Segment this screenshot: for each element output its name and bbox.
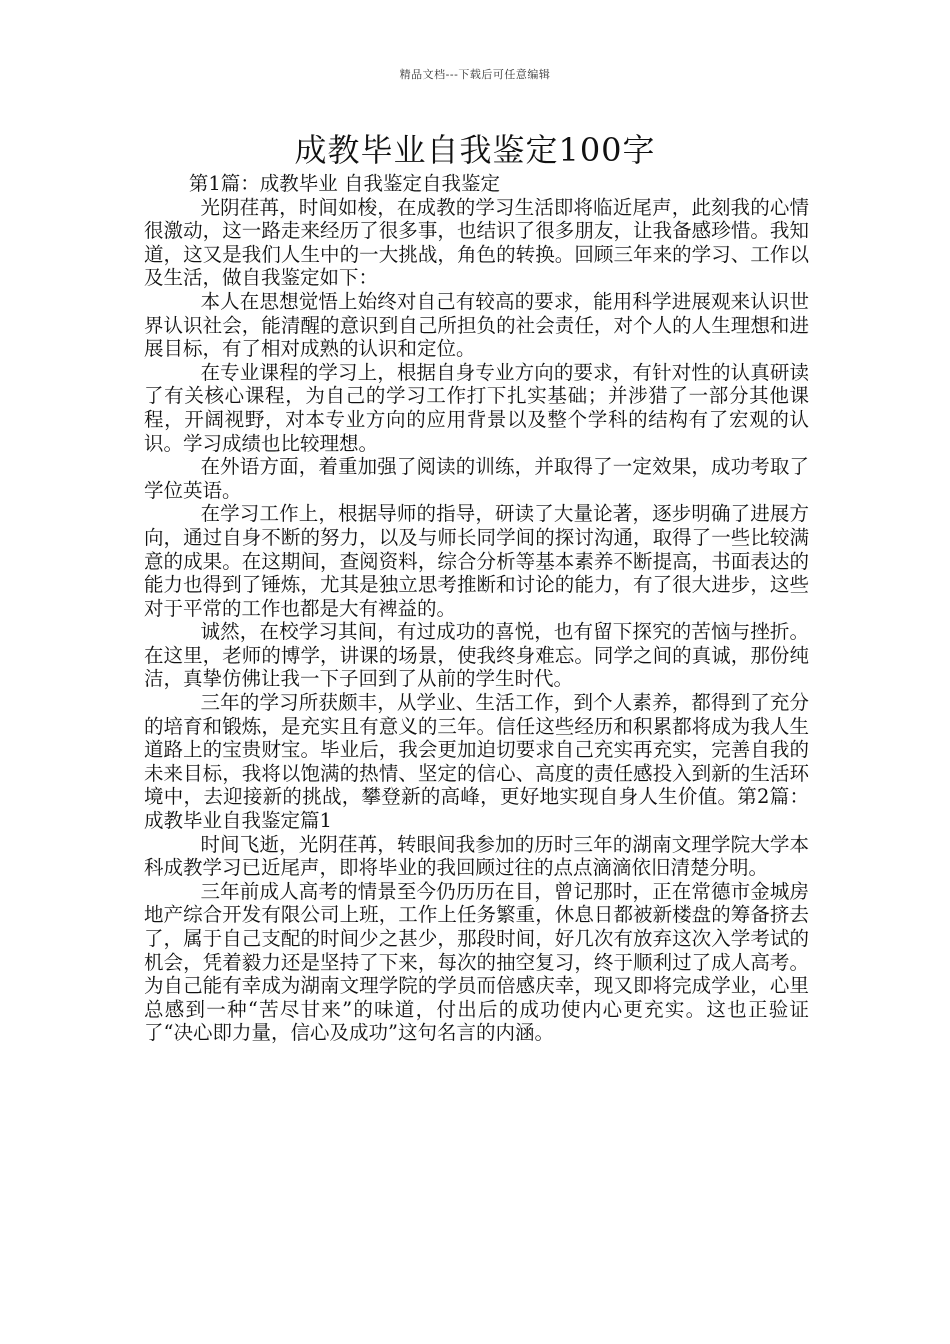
paragraph: 时间飞逝，光阴荏苒，转眼间我参加的历时三年的湖南文理学院大学本科成教学习已近尾声，即将毕业的我回顾过往的点点滴滴依旧清楚分明。	[144, 832, 809, 880]
paragraph: 三年的学习所获颇丰，从学业、生活工作，到个人素养，都得到了充分的培育和锻炼，是充实且有意义的三年。信任这些经历和积累都将成为我人生道路上的宝贵财宝。毕业后，我会更加迫切要求自己充实再充实，完善自我的未来目标，我将以饱满的热情、坚定的信心、高度的责任感投入到新的生活环境中，去迎接新的挑战，攀登新的高峰，更好地实现自身人生价值。第2篇：成教毕业自我鉴定篇1	[144, 691, 809, 833]
document-title: 成教毕业自我鉴定100字	[294, 131, 656, 169]
paragraph: 本人在思想觉悟上始终对自己有较高的要求，能用科学进展观来认识世界认识社会，能清醒的意识到自己所担负的社会责任，对个人的人生理想和进展目标，有了相对成熟的认识和定位。	[144, 289, 809, 361]
header-note: 精品文档---下载后可任意编辑	[399, 68, 551, 81]
paragraph: 诚然，在校学习其间，有过成功的喜悦，也有留下探究的苦恼与挫折。在这里，老师的博学，讲课的场景，使我终身难忘。同学之间的真诚，那份纯洁，真挚仿佛让我一下子回到了从前的学生时代。	[144, 620, 809, 691]
section-heading-1: 第1篇：成教毕业 自我鉴定自我鉴定	[188, 172, 500, 195]
paragraph: 光阴荏苒，时间如梭，在成教的学习生活即将临近尾声，此刻我的心情很激动，这一路走来经历了很多事，也结识了很多朋友，让我备感珍惜。我知道，这又是我们人生中的一大挑战，角色的转换。回顾三年来的学习、工作以及生活，做自我鉴定如下：	[144, 195, 809, 290]
document-body	[144, 172, 809, 1045]
paragraph: 三年前成人高考的情景至今仍历历在目，曾记那时，正在常德市金城房地产综合开发有限公司上班，工作上任务繁重，休息日都被新楼盘的筹备挤去了，属于自己支配的时间少之甚少，那段时间，好几次有放弃这次入学考试的机会，凭着毅力还是坚持了下来，每次的抽空复习，终于顺利过了成人高考。为自己能有幸成为湖南文理学院的学员而倍感庆幸，现又即将完成学业，心里总感到一种“苦尽甘来”的味道，付出后的成功使内心更充实。这也正验证了“决心即力量，信心及成功”这句名言的内涵。	[144, 879, 809, 1045]
paragraph: 在专业课程的学习上，根据自身专业方向的要求，有针对性的认真研读了有关核心课程，为自己的学习工作打下扎实基础；并涉猎了一部分其他课程，开阔视野，对本专业方向的应用背景以及整个学科的结构有了宏观的认识。学习成绩也比较理想。	[144, 360, 809, 455]
paragraph: 在学习工作上，根据导师的指导，研读了大量论著，逐步明确了进展方向，通过自身不断的努力，以及与师长同学间的探讨沟通，取得了一些比较满意的成果。在这期间，查阅资料，综合分析等基本素养不断提高，书面表达的能力也得到了锤炼，尤其是独立思考推断和讨论的能力，有了很大进步，这些对于平常的工作也都是大有裨益的。	[144, 502, 809, 620]
paragraph: 在外语方面，着重加强了阅读的训练，并取得了一定效果，成功考取了学位英语。	[144, 455, 809, 502]
